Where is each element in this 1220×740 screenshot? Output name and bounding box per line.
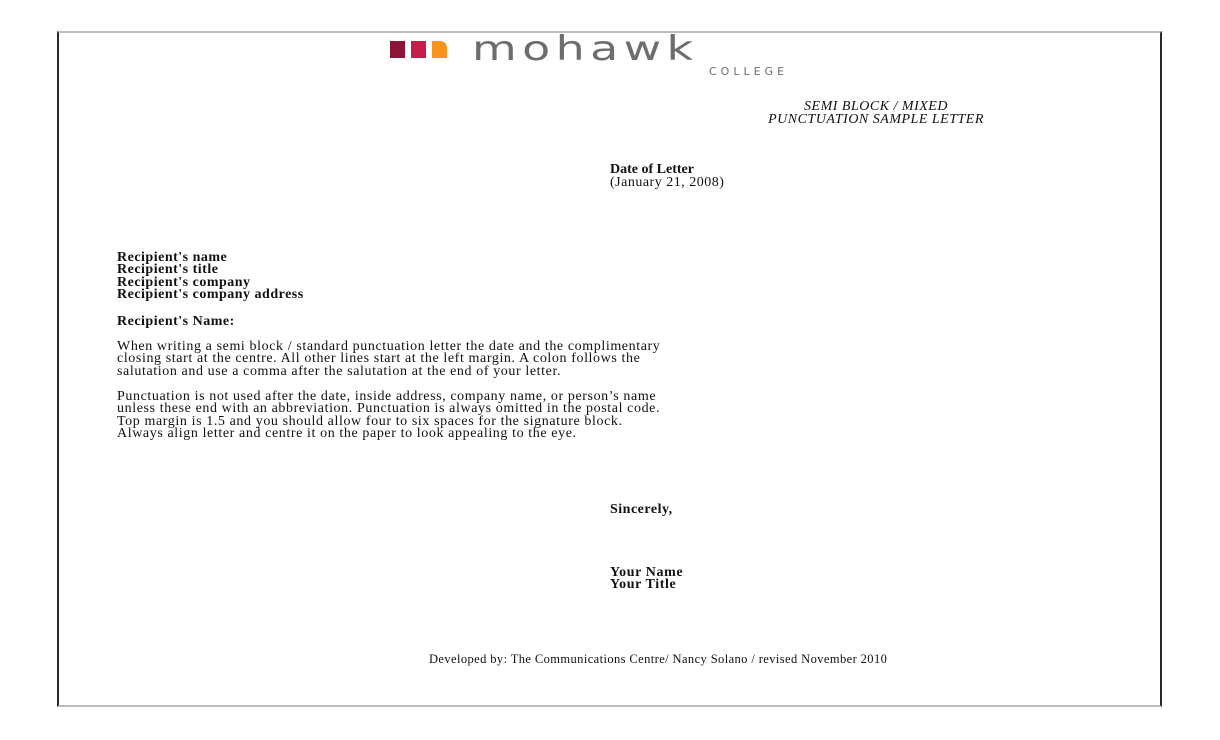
body-line: Always align letter and centre it on the paper to look appealing to the eye. — [117, 426, 577, 441]
body-line: closing start at the centre. All other lines start at the left margin. A colon follows the — [117, 351, 641, 366]
recipient-name: Recipient's name — [117, 250, 228, 265]
recipient-title: Recipient's title — [117, 262, 219, 277]
heading-line-2: PUNCTUATION SAMPLE LETTER — [768, 112, 984, 127]
recipient-address: Recipient's company address — [117, 287, 304, 302]
body-line: Top margin is 1.5 and you should allow four to six spaces for the signature block. — [117, 414, 623, 429]
date-value: (January 21, 2008) — [610, 175, 725, 190]
logo-square-icon — [411, 41, 426, 58]
recipient-company: Recipient's company — [117, 275, 251, 290]
logo-wordmark: mohawk — [472, 29, 699, 69]
signature-title: Your Title — [610, 577, 677, 592]
body-line: Punctuation is not used after the date, inside address, company name, or person’s name — [117, 389, 657, 404]
body-line: unless these end with an abbreviation. Punctuation is always omitted in the postal code. — [117, 401, 661, 416]
date-label: Date of Letter — [610, 162, 694, 177]
letter-heading — [700, 100, 1052, 126]
body-line: salutation and use a comma after the salutation at the end of your letter. — [117, 364, 562, 379]
footer-credit: Developed by: The Communications Centre/ Nancy Solano / revised November 2010 — [429, 652, 888, 666]
heading-line-1: SEMI BLOCK / MIXED — [804, 99, 948, 114]
logo-square-icon — [390, 41, 405, 58]
salutation: Recipient's Name: — [117, 314, 235, 329]
body-line: When writing a semi block / standard punctuation letter the date and the complimentary — [117, 339, 661, 354]
signature-name: Your Name — [610, 565, 684, 580]
logo-subtitle: COLLEGE — [709, 65, 789, 78]
logo-square-icon — [432, 41, 447, 58]
complimentary-closing: Sincerely, — [610, 502, 673, 517]
